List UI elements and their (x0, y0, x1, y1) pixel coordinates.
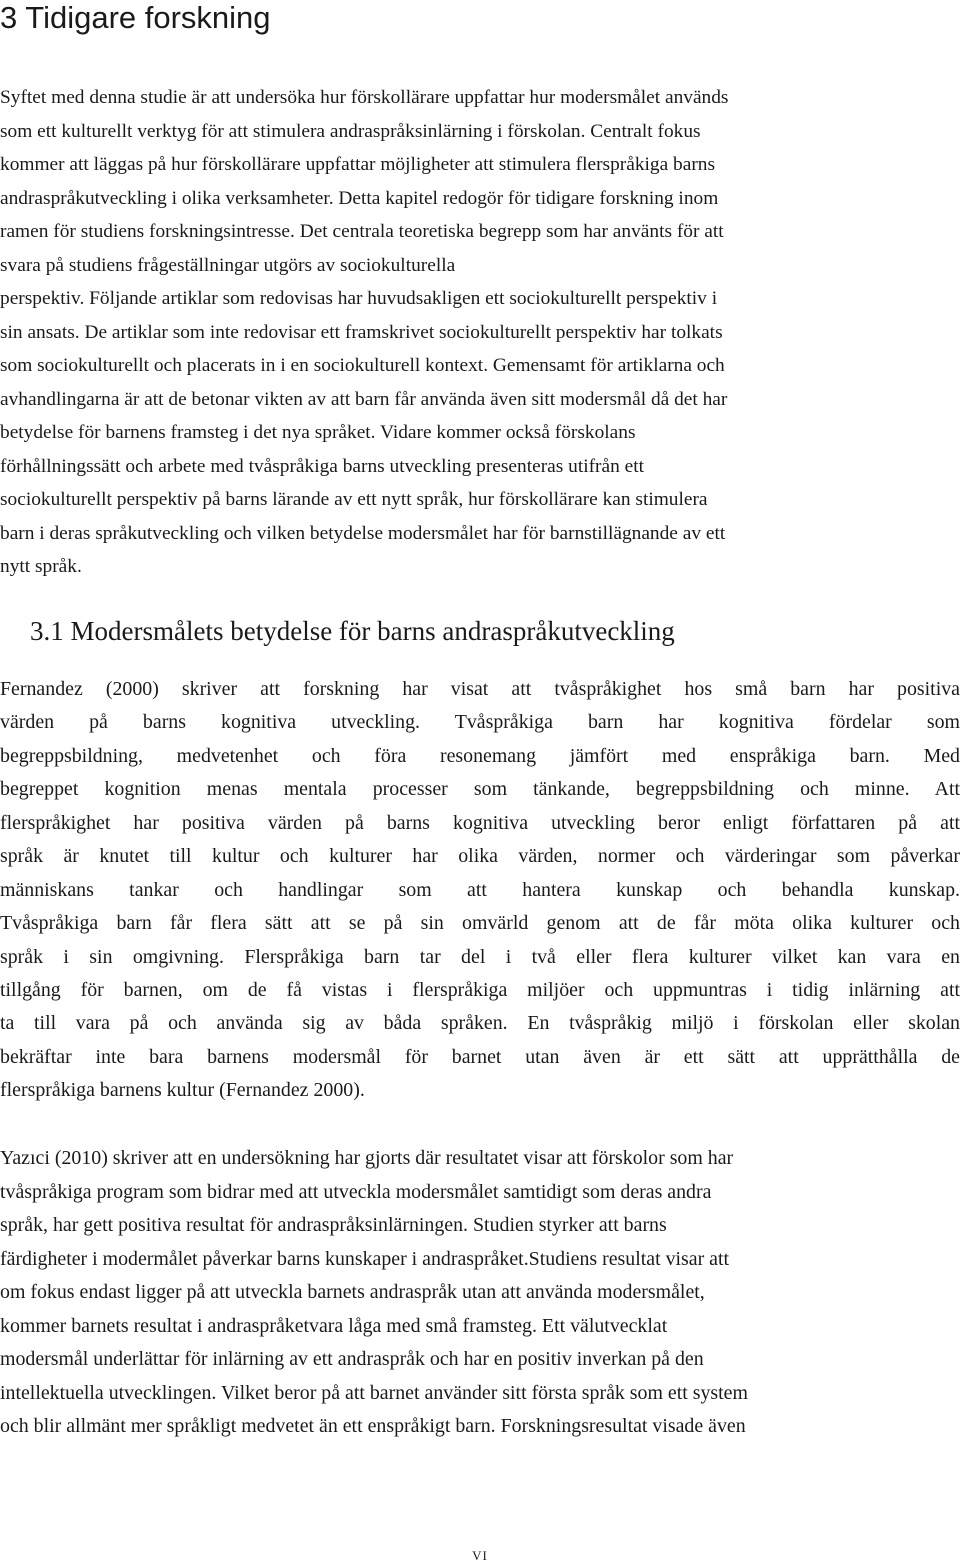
page-number: VI (472, 1548, 488, 1563)
section-paragraph-2 (0, 1142, 960, 1444)
text-line: Yazıci (2010) skriver att en undersökning har gjorts där resultatet visar att förskolor som har (0, 1147, 734, 1169)
text-line: barn i deras språkutveckling och vilken betydelse modersmålet har för barnstillägnande av ett (0, 522, 726, 544)
text-line: begreppsbildning, medvetenhet och föra resonemang jämfört med enspråkiga barn. Med (0, 744, 960, 767)
text-line: modersmål underlättar för inlärning av ett andraspråk och har en positiv inverkan på den (0, 1348, 704, 1370)
text-line: tvåspråkiga program som bidrar med att utveckla modersmålet samtidigt som deras andra (0, 1180, 712, 1203)
chapter-heading: 3 Tidigare forskning (0, 0, 271, 35)
text-line: andraspråkutveckling i olika verksamheter. Detta kapitel redogör för tidigare forskning inom (0, 187, 719, 209)
text-line: nytt språk. (0, 556, 82, 577)
text-line: färdigheter i modermålet påverkar barns kunskaper i andraspråket.Studiens resultat visar att (0, 1247, 730, 1270)
text-line: begreppet kognition menas mentala processer som tänkande, begreppsbildning och minne. Att (0, 778, 960, 801)
text-line: språk i sin omgivning. Flerspråkiga barn tar del i två eller flera kulturer vilket kan vara en (0, 945, 960, 968)
text-line: flerspråkighet har positiva värden på barns kognitiva utveckling beror enligt författaren på att (0, 811, 960, 834)
text-line: som ett kulturellt verktyg för att stimulera andraspråksinlärning i förskolan. Centralt fokus (0, 120, 701, 142)
text-line: betydelse för barnens framsteg i det nya språket. Vidare kommer också förskolans (0, 422, 636, 443)
intro-paragraph (0, 81, 960, 584)
text-line: Tvåspråkiga barn får flera sätt att se på sin omvärld genom att de får möta olika kulturer och (0, 912, 960, 935)
section-heading: 3.1 Modersmålets betydelse för barns andraspråkutveckling (30, 616, 675, 646)
text-line: om fokus endast ligger på att utveckla barnets andraspråk utan att använda modersmålet, (0, 1281, 705, 1303)
text-line: Fernandez (2000) skriver att forskning har visat att tvåspråkighet hos små barn har positiva (0, 678, 960, 700)
text-line: svara på studiens frågeställningar utgörs av sociokulturella (0, 254, 456, 276)
text-line: tillgång för barnen, om de få vistas i flerspråkiga miljöer och uppmuntras i tidig inlärning att (0, 978, 960, 1001)
text-line: sin ansats. De artiklar som inte redovisar ett framskrivet sociokulturellt perspektiv har tolkats (0, 321, 723, 343)
text-line: förhållningssätt och arbete med tvåspråkiga barns utveckling presenteras utifrån ett (0, 455, 644, 477)
text-line: värden på barns kognitiva utveckling. Tvåspråkiga barn har kognitiva fördelar som (0, 711, 960, 734)
text-line: och blir allmänt mer språkligt medvetet än ett enspråkigt barn. Forskningsresultat visade även (0, 1415, 746, 1437)
section-paragraph-1 (0, 673, 960, 1108)
text-line: Syftet med denna studie är att undersöka hur förskollärare uppfattar hur modersmålet används (0, 87, 729, 108)
text-line: kommer att läggas på hur förskollärare uppfattar möjligheter att stimulera flerspråkiga barns (0, 154, 716, 175)
text-line: språk är knutet till kultur och kulturer har olika värden, normer och värderingar som påverkar (0, 845, 960, 868)
text-line: bekräftar inte bara barnens modersmål för barnet utan även är ett sätt att upprätthålla de (0, 1045, 960, 1068)
text-line: som sociokulturellt och placerats in i en sociokulturell kontext. Gemensamt för artiklarna och (0, 355, 725, 376)
text-line: flerspråkiga barnens kultur (Fernandez 2000). (0, 1079, 365, 1102)
text-line: intellektuella utvecklingen. Vilket beror på att barnet använder sitt första språk som ett system (0, 1381, 748, 1404)
text-line: sociokulturellt perspektiv på barns lärande av ett nytt språk, hur förskollärare kan stimulera (0, 489, 708, 510)
text-line: avhandlingarna är att de betonar vikten av att barn får använda även sitt modersmål då det har (0, 388, 728, 410)
text-line: ramen för studiens forskningsintresse. Det centrala teoretiska begrepp som har använts för att (0, 221, 724, 242)
text-line: kommer barnets resultat i andraspråketvara låga med små framsteg. Ett välutvecklat (0, 1314, 668, 1337)
text-line: människans tankar och handlingar som att hantera kunskap och behandla kunskap. (0, 878, 960, 901)
text-line: ta till vara på och använda sig av båda språken. En tvåspråkig miljö i förskolan eller skolan (0, 1012, 960, 1035)
text-line: språk, har gett positiva resultat för andraspråksinlärningen. Studien styrker att barns (0, 1214, 667, 1236)
text-line: perspektiv. Följande artiklar som redovisas har huvudsakligen ett sociokulturellt perspektiv i (0, 288, 718, 309)
